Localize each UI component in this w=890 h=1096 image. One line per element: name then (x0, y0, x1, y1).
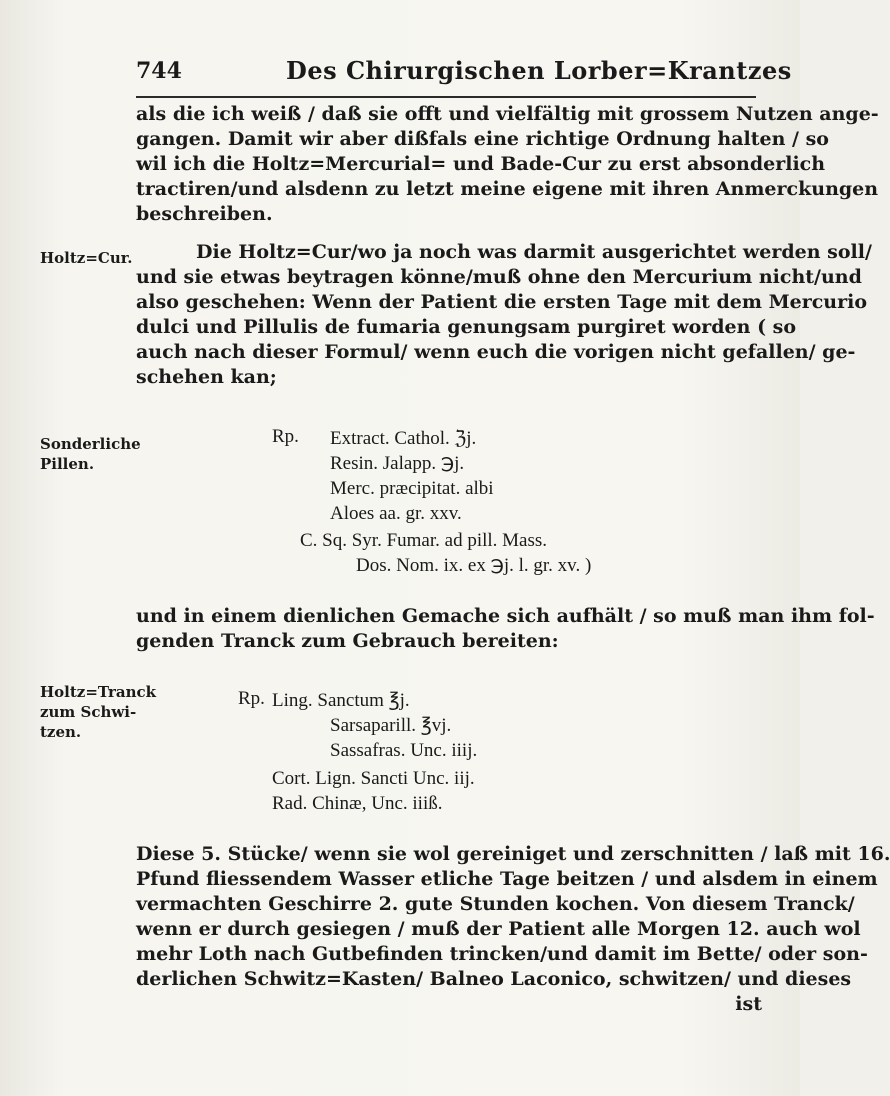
text-line: tractiren/und alsdenn zu letzt meine eigene mit ihren Anmerckungen (136, 178, 879, 200)
paragraph-intro (136, 102, 879, 227)
page-number: 744 (136, 58, 182, 84)
recipe-rx-mark: Rp. (272, 426, 299, 447)
margin-note-line: Holtz=Tranck (40, 683, 157, 701)
text-line: dulci und Pillulis de fumaria genungsam purgiret worden ( so (136, 316, 797, 338)
text-line: und in einem dienlichen Gemache sich aufhält / so muß man ihm fol- (136, 605, 875, 627)
recipe-line: Dos. Nom. ix. ex ℈j. l. gr. xv. ) (356, 555, 592, 576)
text-line: als die ich weiß / daß sie offt und vielfältig mit grossem Nutzen ange- (136, 103, 879, 125)
text-line: gangen. Damit wir aber dißfals eine richtige Ordnung halten / so (136, 128, 829, 150)
recipe-line: Extract. Cathol. ℨj. (330, 428, 477, 449)
text-line: Diese 5. Stücke/ wenn sie wol gereiniget und zerschnitten / laß mit 16. (136, 843, 890, 865)
margin-note-holtz-cur (40, 248, 132, 268)
text-line: beschreiben. (136, 203, 273, 225)
page-header (136, 52, 792, 96)
text-line: auch nach dieser Formul/ wenn euch die vorigen nicht gefallen/ ge- (136, 341, 856, 363)
recipe-line: Sarsaparill. ℥vj. (330, 715, 452, 736)
margin-note-line: Pillen. (40, 455, 95, 473)
recipe-pillen-closing (300, 528, 591, 578)
recipe-rx-mark: Rp. (238, 688, 265, 709)
text-line: wil ich die Holtz=Mercurial= und Bade-Cur zu erst absonderlich (136, 153, 826, 175)
recipe-line: C. Sq. Syr. Fumar. ad pill. Mass. (300, 530, 548, 551)
recipe-line: Rad. Chinæ, Unc. iiiß. (272, 793, 443, 814)
recipe-line: Resin. Jalapp. ℈j. (330, 453, 465, 474)
text-line: genden Tranck zum Gebrauch bereiten: (136, 630, 559, 652)
margin-note-line: zum Schwi- (40, 703, 137, 721)
margin-note-line: Sonderliche (40, 435, 141, 453)
text-line: derlichen Schwitz=Kasten/ Balneo Laconico, schwitzen/ und dieses (136, 968, 852, 990)
recipe-line: Ling. Sanctum ℥j. (272, 690, 410, 711)
catchword: ist (735, 993, 762, 1015)
margin-note-line: Holtz=Cur. (40, 249, 133, 267)
text-line: und sie etwas beytragen könne/muß ohne den Mercurium nicht/und (136, 266, 862, 288)
margin-note-tranck (40, 682, 157, 742)
recipe-tranck (272, 688, 477, 763)
text-line: also geschehen: Wenn der Patient die ersten Tage mit dem Mercurio (136, 291, 868, 313)
recipe-line: Merc. præcipitat. albi (330, 478, 494, 499)
recipe-tranck-closing (272, 766, 475, 816)
recipe-pillen (330, 426, 494, 526)
running-title: Des Chirurgischen Lorber=Krantzes (286, 56, 792, 85)
paragraph-tranck-instructions (136, 842, 890, 1017)
text-line: schehen kan; (136, 366, 277, 388)
text-line: vermachten Geschirre 2. gute Stunden kochen. Von diesem Tranck/ (136, 893, 855, 915)
recipe-line: Sassafras. Unc. iiij. (330, 740, 478, 761)
header-rule (136, 96, 756, 98)
margin-note-pillen (40, 434, 141, 474)
text-line: Pfund fliessendem Wasser etliche Tage beitzen / und alsdem in einem (136, 868, 878, 890)
text-line: mehr Loth nach Gutbefinden trincken/und damit im Bette/ oder son- (136, 943, 868, 965)
recipe-line: Aloes aa. gr. xxv. (330, 503, 462, 524)
paragraph-gemach (136, 604, 875, 654)
paragraph-holtz-cur (136, 240, 872, 390)
margin-note-line: tzen. (40, 723, 82, 741)
recipe-line: Cort. Lign. Sancti Unc. iij. (272, 768, 475, 789)
text-line: Die Holtz=Cur/wo ja noch was darmit ausgerichtet werden soll/ (196, 241, 872, 263)
text-line: wenn er durch gesiegen / muß der Patient alle Morgen 12. auch wol (136, 918, 861, 940)
